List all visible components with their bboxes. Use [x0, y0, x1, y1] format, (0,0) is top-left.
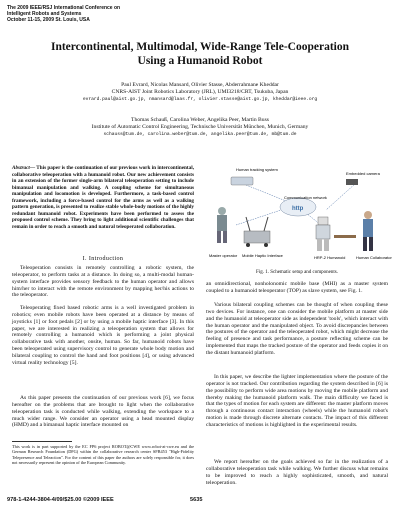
- author-affiliation: Institute of Automatic Control Engineering, Technische Universität München, Munich, Germany: [91, 124, 309, 130]
- label-mobile-haptic-interface: Mobile Haptic Interface: [242, 253, 283, 258]
- intro-paragraph-1: Teleoperation consists in remotely controlling a robotic system, the teleoperator, to perform tasks at a distance. In doing so, a multi-modal human-system interface provides sensory feedback to the human operator and allows him/her to interact with the remote environment by mapping her/his actions to the teleoperator.: [12, 265, 194, 299]
- label-http: http: [292, 206, 304, 212]
- intro-paragraph-3: As this paper presents the continuation of our previous work [6], we focus hereafter on the problems that are brought to light when the collaborative teleoperation task is conducted while walking, extending the workspace to a much wider range. We consider an operator using a head mounted display (HMD) and a bimanual haptic interface mounted on: [12, 395, 194, 429]
- right-paragraph-2: Various bilateral coupling schemes can be thought of when coupling these two devices. For instance, one can consider the mobile platform at master side and the humanoid at teleoperator side as independent 'tools', which interact with the human operator and the manipulated object. To avoid discrepancies between the postures of the operator and the teleoperated robot, which might decrease the feeling of presence and task performance, a posture reflecting scheme can be implemented that maps the tracked posture of the operator and feeds copies it on the distant humanoid platform.: [206, 302, 388, 356]
- figure-1: [206, 165, 392, 269]
- abstract: [12, 165, 194, 230]
- footer-page-number: 5635: [190, 497, 203, 503]
- label-hrp2: HRP-2 Humanoid: [314, 255, 346, 260]
- label-network: Communication network: [284, 195, 327, 200]
- label-master-operator: Master operator: [209, 253, 238, 258]
- author-names: Paul Evrard, Nicolas Mansard, Olivier Stasse, Abderrahmane Kheddar: [121, 82, 279, 88]
- conference-line: October 11-15, 2009 St. Louis, USA: [7, 17, 90, 24]
- label-tracking-system: Human tracking system: [236, 167, 278, 172]
- figure-caption: Fig. 1. Schematic setup and components.: [256, 270, 338, 275]
- master-operator-figure: [217, 207, 227, 243]
- paper-title: [0, 41, 400, 68]
- author-names: Thomas Schauß, Carolina Weber, Angelika Peer, Martin Buss: [131, 117, 269, 123]
- right-paragraph-3: In this paper, we describe the lighter implementation where the posture of the operator is not tracked. Our contribution regarding the system described in [6] is the possibility to perform wide area motions by moving the mobile platform and thereby making the humanoid platform walk. The main difficulty we faced is that the types of motion for each system are different: the master platform moves through a continuous contact interaction (wheels) while the humanoid robot's motion is made through discrete alternate contacts. The impact of this different characteristics of motions is highlighted in the experimental results.: [206, 374, 388, 428]
- camera-shape: [346, 179, 358, 185]
- mobile-haptic-interface-figure: [244, 217, 270, 247]
- section-heading: I. Introduction: [82, 256, 124, 262]
- hrp2-humanoid-figure: [316, 217, 330, 251]
- table-shape: [334, 235, 356, 238]
- title-line: Using a Humanoid Robot: [137, 54, 263, 67]
- right-paragraph-1: an omnidirectional, nonholonomic mobile base (MHI) as a master system coupled to a humanoid teleoperator (TOP) as slave system, see Fig. 1.: [206, 281, 388, 294]
- footnote: This work is in part supported by the EC FP6 project ROBOT@CWE www.robot-at-cwe.eu and the German Research Foundation (DFG) within the collaborative research center SFB453 "High-Fidelity Telepresence and Teleaction". For the content of this paper the authors are solely responsible for, it does not necessarily represent the opinion of the European Community.: [12, 444, 194, 465]
- abstract-label: Abstract: [12, 165, 30, 171]
- tracking-system-shape: [231, 177, 253, 185]
- right-paragraph-4: We report hereafter on the goals achieved so far in the realization of a collaborative teleoperation task while walking. We further discuss what remains to be improved to reach a highly sophisticated, smooth, and natural teleoperation.: [206, 459, 388, 486]
- conference-line: Intelligent Robots and Systems: [7, 11, 82, 18]
- conference-header: [7, 5, 120, 24]
- intro-paragraph-2: Teleoperating fixed based robotic arms is a well investigated problem in robotics; even mobile robots have been operated at a distance by means of joysticks [1] or foot pedals [2] or by using a mobile haptic interface [3]. In this paper, we are interested in realizing a teleoperation system that allows for remotely controlling a humanoid which is performing a joint physical collaborative task with another, onsite, human. So far, humanoid robots have been teleoperated using supervisory control to generate whole body motion and bilateral coupling to control the hand and foot positions [4], or using advanced virtual reality technology [5].: [12, 305, 194, 366]
- author-emails: schauss@tum.de, carolina.weber@tum.de, angelika.peer@tum.de, mb@tum.de: [103, 132, 297, 137]
- author-emails: evrard.paul@aist.go.jp, nmansard@laas.fr, olivier.stasse@aist.go.jp, kheddar@ieee.org: [82, 97, 318, 102]
- author-block-1: [0, 82, 400, 103]
- abstract-text: — This paper is the continuation of our previous work in intercontinental, collaborative teleoperation with a humanoid robot. Our new achievement consists in an extension of the former single-arm bilateral teleoperation setting to include bimanual manipulation and walking. A coupling scheme for simultaneous manipulation and locomotion is developed. Furthermore, a task-based control framework, including a force-based control for the arms as well as a walking pattern generation, is presented to realize stable whole-body motions of the highly redundant humanoid robot. Experiments have been performed to assess the proposed control scheme. They bring to light additional scientific challenges that remain in order to reach a smooth and natural teleoperated collaboration.: [12, 165, 194, 230]
- author-block-2: [0, 117, 400, 138]
- label-embedded-camera: Embedded camera: [346, 171, 380, 176]
- human-collaborator-figure: [363, 211, 373, 251]
- label-human-collaborator: Human Collaborator: [356, 255, 392, 260]
- author-affiliation: CNRS-AIST Joint Robotics Laboratory (JRL), UMI3218/CRT, Tsukuba, Japan: [111, 89, 289, 95]
- title-line: Intercontinental, Multimodal, Wide-Range Tele-Cooperation: [50, 41, 350, 53]
- footnote-rule: [12, 441, 72, 442]
- footer-isbn: 978-1-4244-3804-4/09/$25.00 ©2009 IEEE: [7, 497, 114, 503]
- conference-line: The 2009 IEEE/RSJ International Conference on: [7, 5, 121, 11]
